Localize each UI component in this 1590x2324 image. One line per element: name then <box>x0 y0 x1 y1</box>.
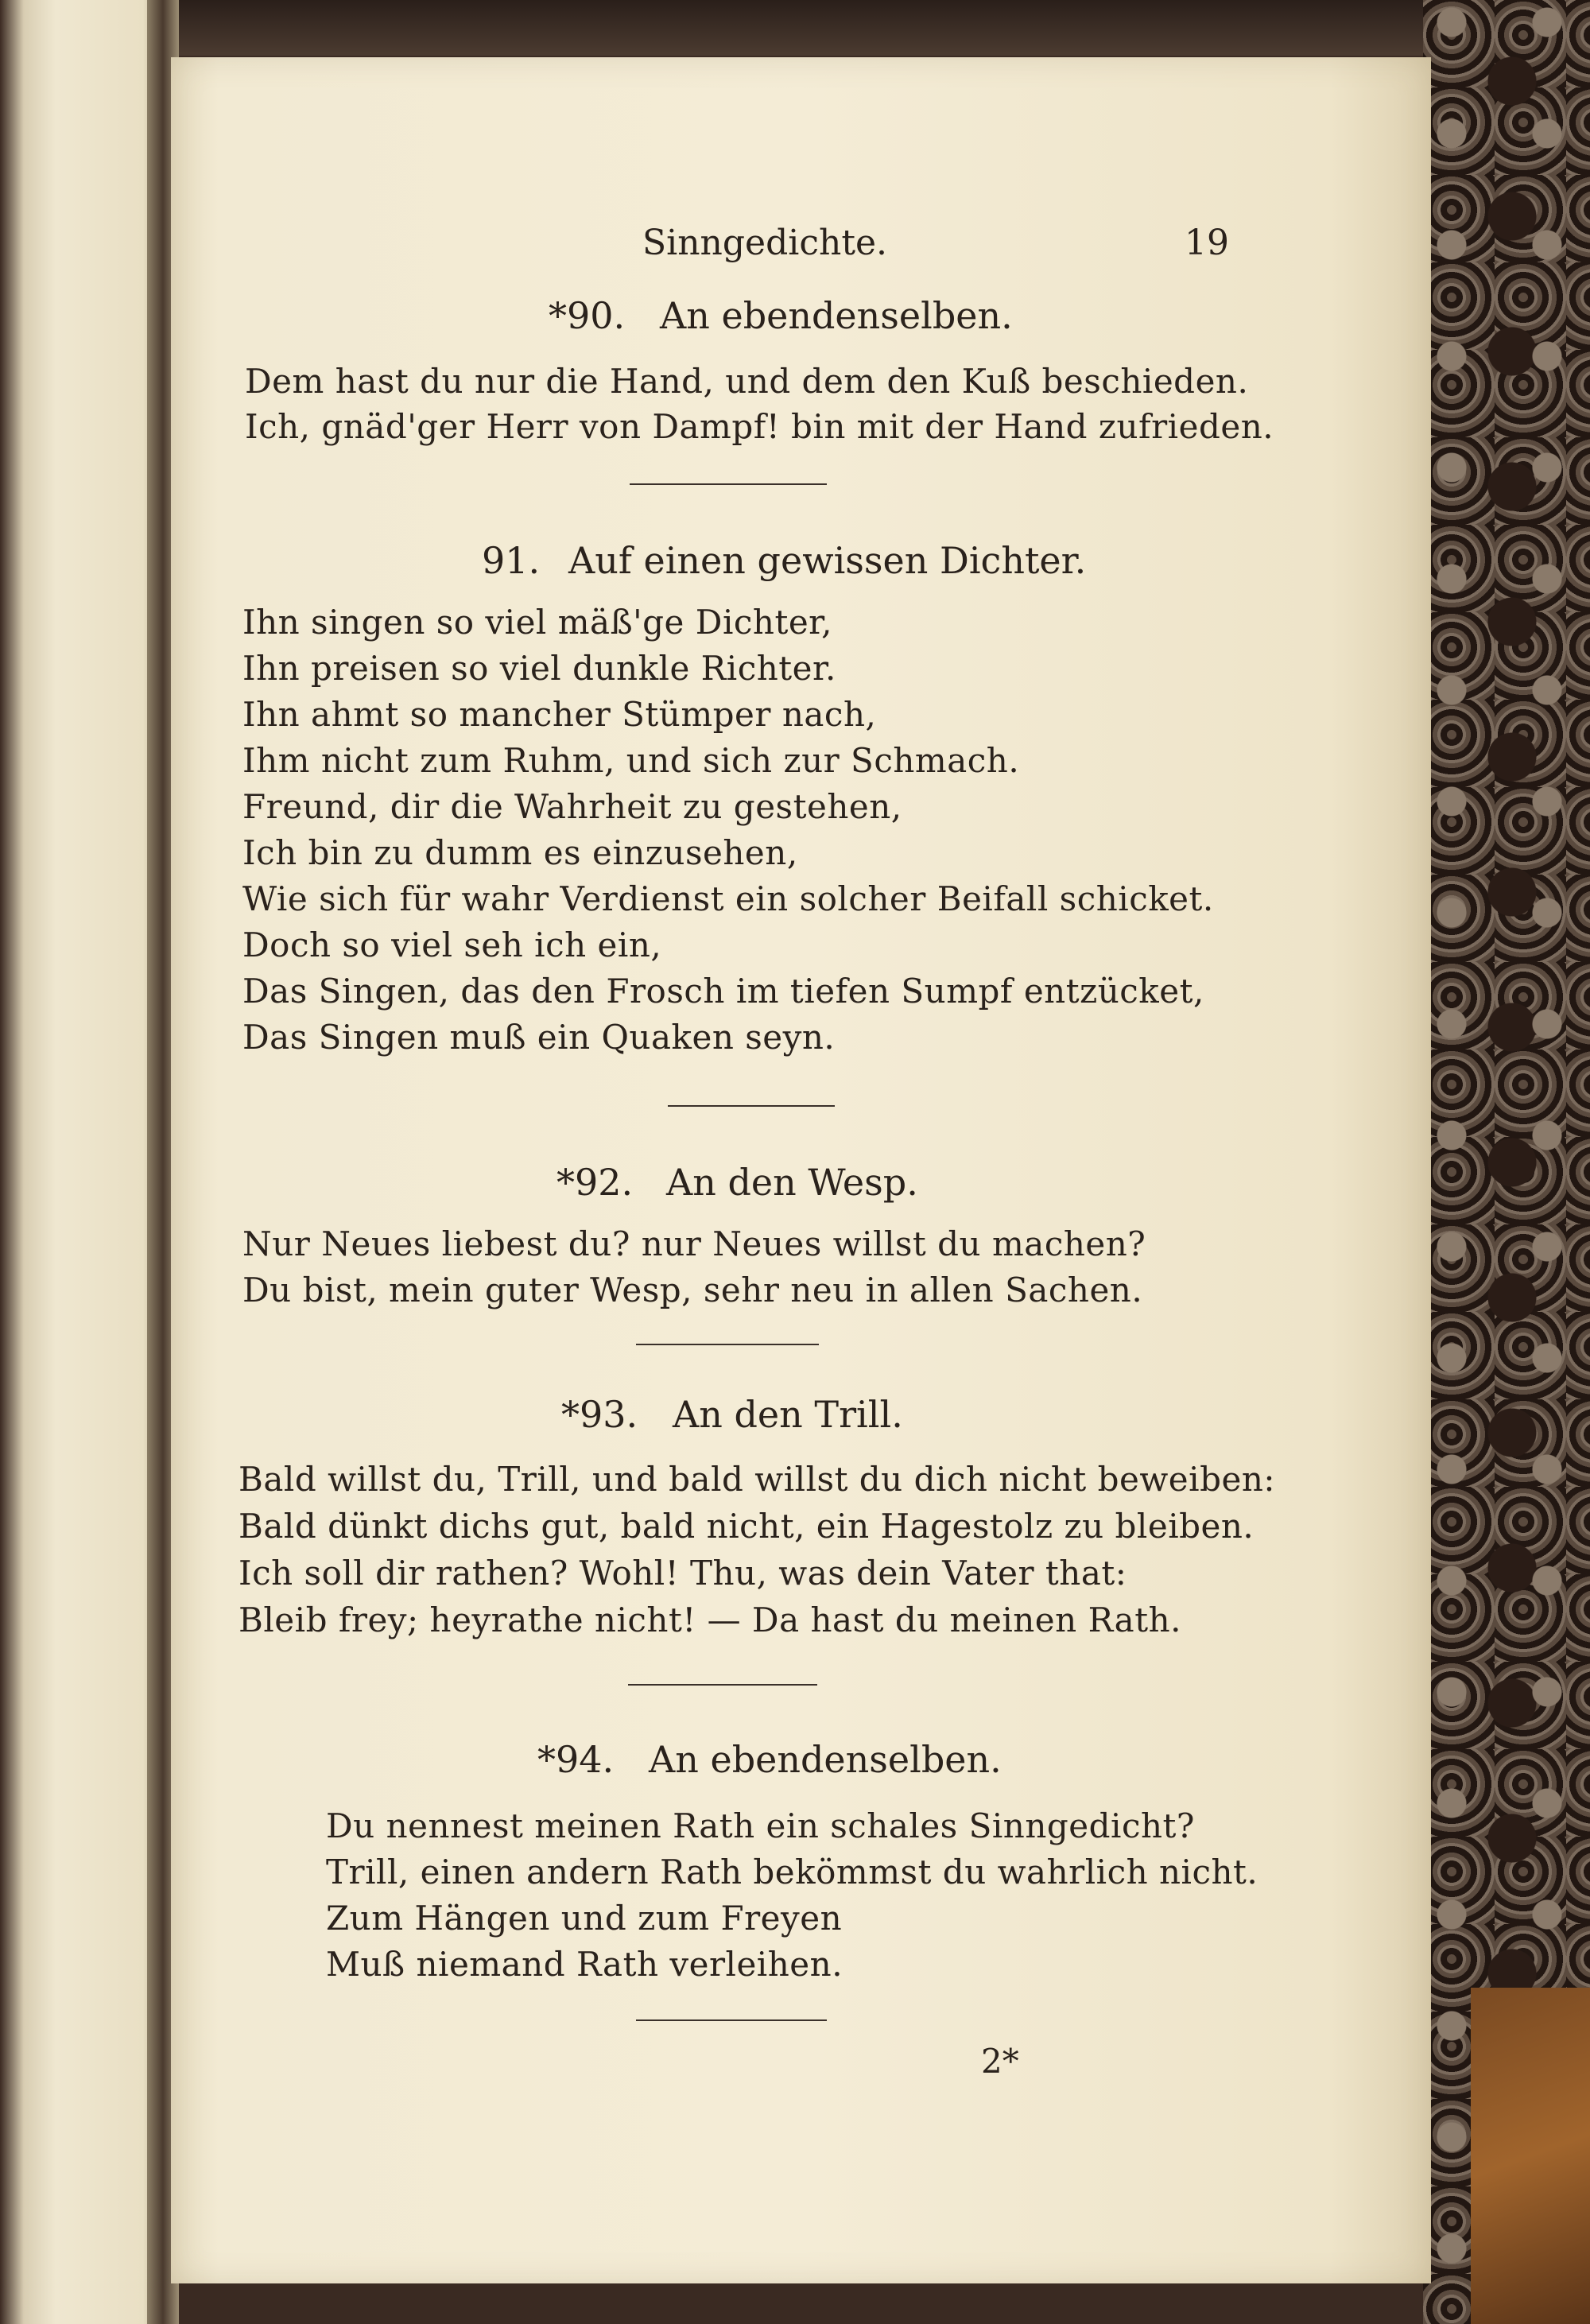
poem-line: Du nennest meinen Rath ein schales Sinngedicht? <box>326 1806 1195 1845</box>
poem-line: Bald willst du, Trill, und bald willst du dich nicht beweiben: <box>238 1460 1276 1499</box>
poem-title: An ebendenselben. <box>649 1738 1002 1781</box>
poem-line: Ich, gnäd'ger Herr von Dampf! bin mit der Hand zufrieden. <box>245 407 1274 446</box>
poem-line: Nur Neues liebest du? nur Neues willst du machen? <box>242 1224 1146 1263</box>
poem-number: *94. <box>537 1738 615 1781</box>
facing-page-edge <box>0 0 171 2324</box>
poem-line: Freund, dir die Wahrheit zu gestehen, <box>242 787 902 826</box>
poem-line: Zum Hängen und zum Freyen <box>326 1899 843 1938</box>
poem-line: Das Singen muß ein Quaken seyn. <box>242 1018 836 1057</box>
poem-line: Ich bin zu dumm es einzusehen, <box>242 833 798 872</box>
poem-line: Ihm nicht zum Ruhm, und sich zur Schmach. <box>242 741 1020 780</box>
poem-number: *92. <box>556 1161 634 1204</box>
poem-line: Ihn singen so viel mäß'ge Dichter, <box>242 603 832 642</box>
poem-line: Ich soll dir rathen? Wohl! Thu, was dein Vater that: <box>238 1554 1127 1593</box>
poem-line: Du bist, mein guter Wesp, sehr neu in allen Sachen. <box>242 1271 1143 1309</box>
poem-number: *93. <box>561 1393 638 1436</box>
poem-line: Wie sich für wahr Verdienst ein solcher Beifall schicket. <box>242 879 1214 918</box>
poem-line: Ihn ahmt so mancher Stümper nach, <box>242 695 877 734</box>
poem-line: Trill, einen andern Rath bekömmst du wahrlich nicht. <box>326 1853 1258 1891</box>
poem-line: Muß niemand Rath verleihen. <box>326 1945 843 1984</box>
poem-line: Doch so viel seh ich ein, <box>242 925 662 964</box>
poem-number: *90. <box>549 294 626 337</box>
cover-leather-corner <box>1471 1988 1590 2324</box>
poem-line: Bleib frey; heyrathe nicht! — Da hast du meinen Rath. <box>238 1600 1181 1639</box>
running-header: Sinngedichte. <box>642 223 888 263</box>
poem-line: Dem hast du nur die Hand, und dem den Kuß beschieden. <box>245 362 1249 401</box>
signature-mark: 2* <box>981 2042 1019 2081</box>
poem-line: Ihn preisen so viel dunkle Richter. <box>242 649 836 688</box>
section-divider <box>636 2019 827 2021</box>
section-divider <box>630 483 827 485</box>
poem-title: An den Wesp. <box>666 1161 918 1204</box>
marbled-cover <box>1423 0 1590 2324</box>
poem-title: Auf einen gewissen Dichter. <box>568 539 1087 582</box>
poem-line: Das Singen, das den Frosch im tiefen Sumpf entzücket, <box>242 972 1204 1011</box>
page-number: 19 <box>1185 223 1229 263</box>
section-divider <box>668 1105 835 1107</box>
book-top-edge <box>0 0 1590 56</box>
poem-number: 91. <box>482 539 541 582</box>
poem-title: An ebendenselben. <box>660 294 1013 337</box>
poem-line: Bald dünkt dichs gut, bald nicht, ein Hagestolz zu bleiben. <box>238 1507 1255 1546</box>
section-divider <box>628 1684 817 1686</box>
poem-title: An den Trill. <box>673 1393 903 1436</box>
section-divider <box>636 1344 819 1345</box>
